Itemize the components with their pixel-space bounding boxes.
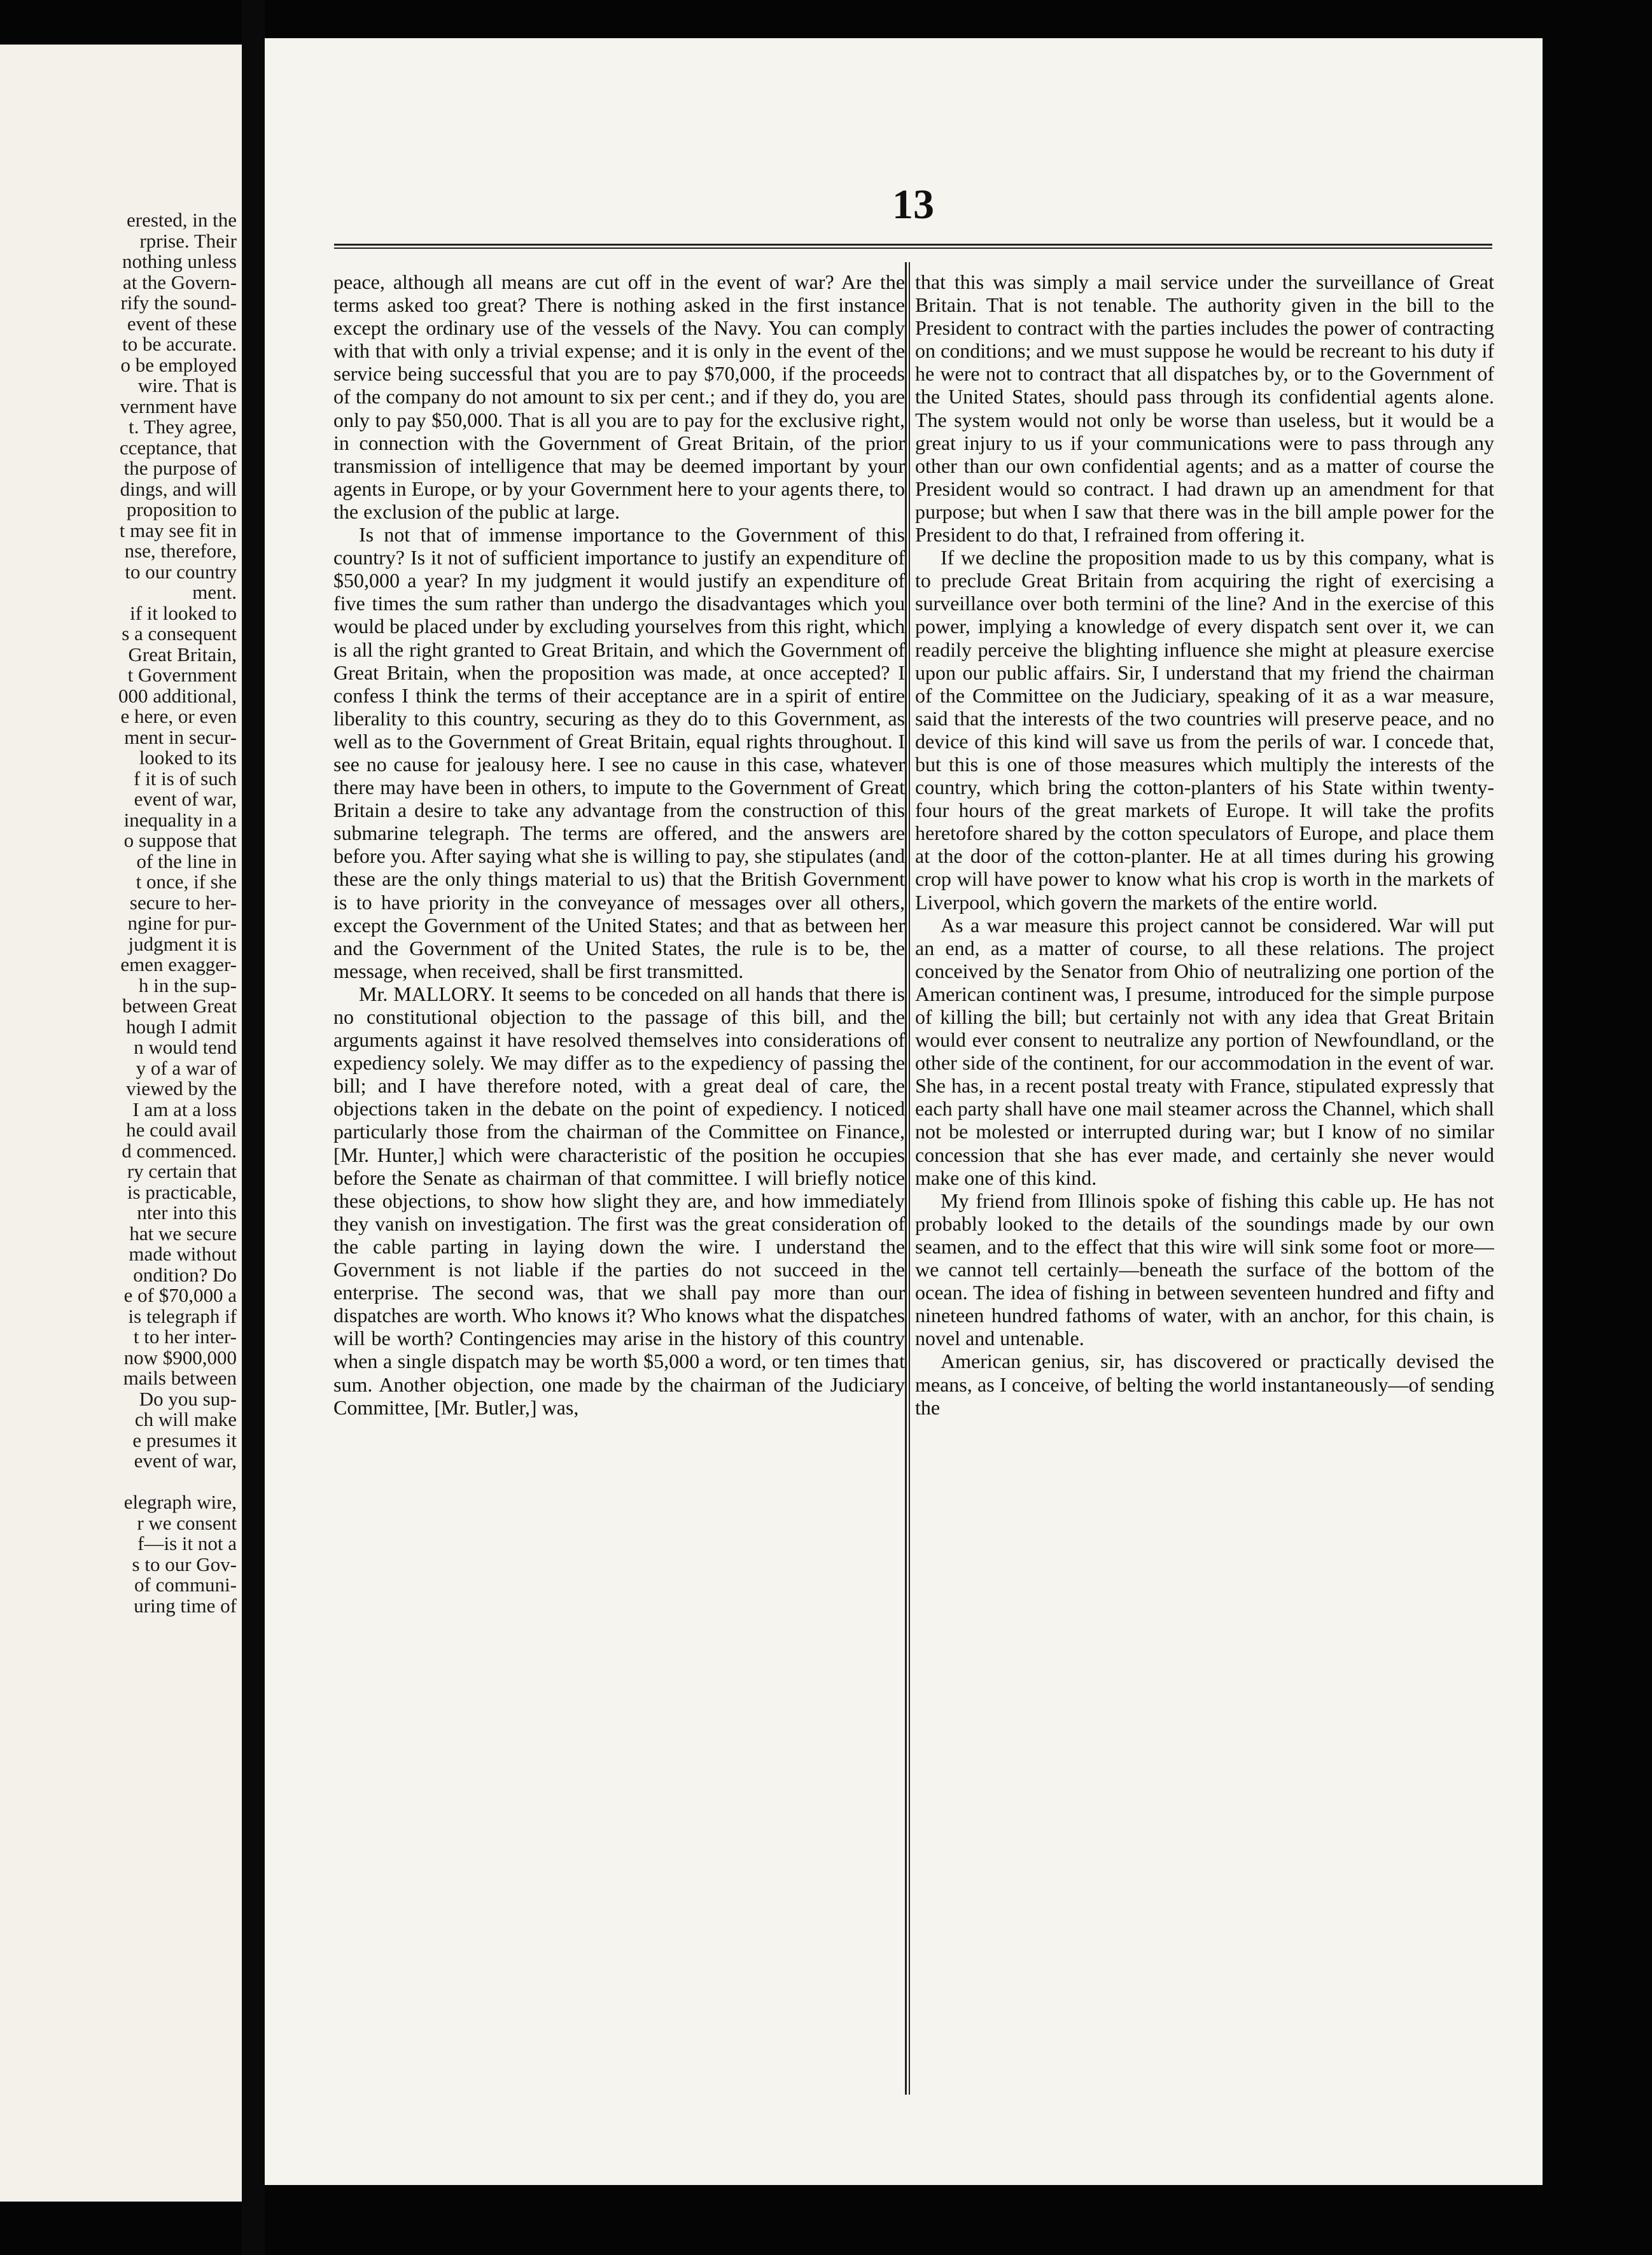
facing-page-line: rprise. Their	[139, 229, 237, 252]
facing-page-text	[8, 210, 237, 1616]
facing-page-line	[8, 1472, 237, 1493]
facing-page-line: inequality in a	[123, 808, 237, 831]
facing-page-line: nse, therefore,	[124, 540, 237, 562]
facing-page-line: between Great	[122, 995, 237, 1017]
paragraph: that this was simply a mail service under the surveillance of Great Britain. That is not tenable. The authority given in the bill to the President to contract with the parties includes the power of contracting on conditions; and we must suppose he would be recreant to his duty if he were not to contract that all dispatches by, or to the Government of the United States, should pass through its confidential agents alone. The system would not only be worse than useless, but it would be a great injury to us if your communications were to pass through any other than our own confidential agents; and as a matter of course the President would so contract. I had drawn up an amendment for that purpose; but when I saw that there was in the bill ample power for the President to do that, I refrained from offering it.	[915, 270, 1494, 547]
facing-page-line: t. They agree,	[129, 415, 237, 438]
paragraph: My friend from Illinois spoke of fishing this cable up. He has not probably looked to the details of the soundings made by our own seamen, and to the effect that this wire will sink some foot or more—we cannot tell certainly—beneath the surface of the bottom of the ocean. The idea of fishing in between seventeen hundred and fifty and nineteen hundred fathoms of water, with an anchor, for this chain, is novel and untenable.	[915, 1189, 1494, 1350]
facing-page-line: of communi-	[134, 1574, 237, 1596]
facing-page-line: nothing unless	[122, 250, 237, 272]
paragraph: Is not that of immense importance to the Government of this country? Is it not of sufficient importance to justify an expenditure of $50,000 a year? In my judgment it would justify an expenditure of five times the sum rather than undergo the disadvantages which you would be placed under by excluding yourselves from this right, which is all the right granted to Great Britain, and which the Government of Great Britain, when the proposition was made, at once accepted? I confess I think the terms of their acceptance are in a spirit of entire liberality to this country, securing as they do to this Government, as well as to the Government of Great Britain, equal rights throughout. I see no cause for jealousy here. I see no cause in this case, whatever there may have been in others, to impute to the Government of Great Britain a desire to take any advantage from the construction of this submarine telegraph. The terms are offered, and the answers are before you. After saying what she is willing to pay, she stipulates (and these are the only things material to us) that the British Government is to have priority in the conveyance of messages over all others, except the Government of the United States; and that as between her and the Government of the United States, the rule is to be, the message, when received, shall be first transmitted.	[333, 523, 905, 982]
facing-page-line: uring time of	[134, 1594, 237, 1617]
facing-page-line: the purpose of	[123, 457, 237, 479]
facing-page-line: ry certain that	[127, 1160, 237, 1182]
facing-page-line: t to her inter-	[133, 1325, 237, 1348]
facing-page-line: event of war,	[134, 1449, 237, 1472]
facing-page-line: to be accurate.	[122, 333, 237, 355]
page-number: 13	[892, 181, 934, 228]
facing-page-line: nter into this	[137, 1201, 237, 1224]
facing-page-line: viewed by the	[126, 1077, 237, 1100]
facing-page-line: o suppose that	[123, 829, 237, 851]
facing-page-line: r we consent	[137, 1511, 237, 1534]
facing-page-line: if it looked to	[130, 601, 237, 624]
paragraph: peace, although all means are cut off in the event of war? Are the terms asked too great? There is nothing asked in the first instance except the ordinary use of the vessels of the Navy. You can comply with that with only a trivial expense; and it is only in the event of the service being successful that you are to pay $70,000, if the proceeds of the company do not amount to six per cent.; and if they do, you are only to pay $50,000. That is all you are to pay for the exclusive right, in connection with the Government of Great Britain, of the prior transmission of intelligence that may be deemed important by your agents in Europe, or by your Government here to your agents there, to the exclusion of the public at large.	[333, 270, 905, 523]
facing-page-line: hough I admit	[126, 1015, 237, 1038]
facing-page-line: ch will make	[134, 1408, 237, 1430]
facing-page-line: t once, if she	[136, 870, 237, 893]
facing-page-line: hat we secure	[129, 1222, 237, 1245]
facing-page-line: now $900,000	[123, 1346, 237, 1369]
text-column-left	[333, 270, 905, 2090]
facing-page-line: Great Britain,	[128, 643, 237, 666]
paragraph: If we decline the proposition made to us by this company, what is to preclude Great Britain from acquiring the right of exercising a surveillance over both termini of the line? And in the exercise of this power, implying a knowledge of every dispatch sent over it, we can readily perceive the blighting influence she might at pleasure exercise upon our public affairs. Sir, I understand that my friend the chairman of the Committee on the Judiciary, speaking of it as a war measure, said that the interests of the two countries will preserve peace, and no device of this kind will save us from the perils of war. I concede that, but this is one of those measures which multiply the interests of the country, which bring the cotton-planters of his State within twenty-four hours of the great markets of Europe. It will take the profits heretofore shared by the cotton speculators of Europe, and place them at the door of the cotton-planter. He at all times during his growing crop will have power to know what his crop is worth in the markets of Liverpool, which govern the markets of the entire world.	[915, 546, 1494, 914]
facing-page-line: erested, in the	[126, 209, 237, 231]
facing-page-line: f it is of such	[134, 767, 237, 790]
facing-page-line: y of a war of	[136, 1056, 237, 1079]
header-rule-secondary	[334, 248, 1492, 249]
facing-page-line: e presumes it	[132, 1428, 237, 1451]
facing-page-line: f—is it not a	[137, 1532, 237, 1554]
facing-page-line: e here, or even	[120, 705, 237, 727]
facing-page-line: emen exagger-	[120, 953, 237, 975]
facing-page-line: ment.	[192, 581, 237, 603]
facing-page-line: made without	[129, 1243, 237, 1265]
facing-page-line: elegraph wire,	[123, 1491, 237, 1513]
facing-page-line: dings, and will	[120, 477, 237, 500]
facing-page-line: cceptance, that	[119, 436, 237, 459]
text-column-right	[915, 270, 1494, 2090]
paragraph: Mr. MALLORY. It seems to be conceded on all hands that there is no constitutional objection to the passage of this bill, and the arguments against it have resolved themselves into considerations of expediency solely. We may differ as to the expediency of passing the bill; and I have therefore noted, with a great deal of care, the objections taken in the debate on the point of expediency. I noticed particularly those from the chairman of the Committee on Finance, [Mr. Hunter,] which were characteristic of the position he occupies before the Senate as chairman of that committee. I will briefly notice these objections, to show how slight they are, and how immediately they vanish on investigation. The first was the great consideration of the cable parting in laying down the wire. I understand the Government is not liable if the parties do not succeed in the enterprise. The second was, that we shall pay more than our dispatches are worth. Who knows it? Who knows what the dispatches will be worth? Contingencies may arise in the history of this country when a single dispatch may be worth $5,000 a word, or ten times that sum. Another objection, one made by the chairman of the Judiciary Committee, [Mr. Butler,] was,	[333, 982, 905, 1419]
facing-page-line: s a consequent	[122, 622, 237, 645]
facing-page-fragment	[0, 45, 242, 2202]
facing-page-line: wire. That is	[137, 374, 237, 396]
column-divider	[905, 262, 907, 2095]
facing-page-line: is telegraph if	[128, 1304, 237, 1327]
header-rule	[334, 244, 1492, 246]
facing-page-line: mails between	[123, 1367, 237, 1389]
column-divider-secondary	[909, 262, 910, 2095]
facing-page-line: event of war,	[134, 788, 237, 810]
facing-page-line: he could avail	[126, 1119, 237, 1141]
facing-page-line: to our country	[125, 560, 237, 583]
facing-page-line: h in the sup-	[138, 974, 237, 996]
facing-page-line: e of $70,000 a	[123, 1284, 237, 1306]
facing-page-line: ngine for pur-	[127, 912, 237, 934]
facing-page-line: d commenced.	[122, 1139, 237, 1162]
facing-page-line: of the line in	[136, 849, 237, 872]
facing-page-line: I am at a loss	[132, 1098, 237, 1121]
facing-page-line: ment in secur-	[124, 725, 237, 748]
facing-page-line: ondition? Do	[133, 1263, 237, 1286]
facing-page-line: 000 additional,	[118, 684, 237, 707]
facing-page-line: event of these	[127, 312, 237, 335]
facing-page-line: looked to its	[139, 746, 237, 769]
facing-page-line: vernment have	[120, 394, 237, 417]
facing-page-line: judgment it is	[128, 932, 237, 955]
facing-page-line: is practicable,	[127, 1180, 237, 1203]
facing-page-line: n would tend	[134, 1036, 237, 1058]
facing-page-line: at the Govern-	[122, 270, 237, 293]
facing-page-line: s to our Gov-	[132, 1553, 237, 1575]
paragraph: American genius, sir, has discovered or practically devised the means, as I conceive, of belting the world instantaneously—of sending the	[915, 1350, 1494, 1419]
facing-page-line: t may see fit in	[119, 519, 237, 541]
book-gutter	[242, 0, 265, 2255]
facing-page-line: proposition to	[126, 498, 237, 520]
facing-page-line: secure to her-	[129, 891, 237, 914]
facing-page-line: Do you sup-	[139, 1387, 237, 1410]
facing-page-line: rify the sound-	[120, 291, 237, 314]
facing-page-line: t Government	[127, 664, 237, 686]
facing-page-line: o be employed	[120, 353, 237, 376]
paragraph: As a war measure this project cannot be considered. War will put an end, as a matter of course, to all these relations. The project conceived by the Senator from Ohio of neutralizing one portion of the American continent was, I presume, introduced for the simple purpose of killing the bill; but certainly not with any idea that Great Britain would ever consent to neutralize any portion of Newfoundland, or the other side of the continent, for our accommodation in the event of war. She has, in a recent postal treaty with France, stipulated expressly that each party shall have one mail steamer across the Channel, which shall not be molested or interrupted during war; but I know of no similar concession that she has ever made, and certainly she never would make one of this kind.	[915, 913, 1494, 1189]
